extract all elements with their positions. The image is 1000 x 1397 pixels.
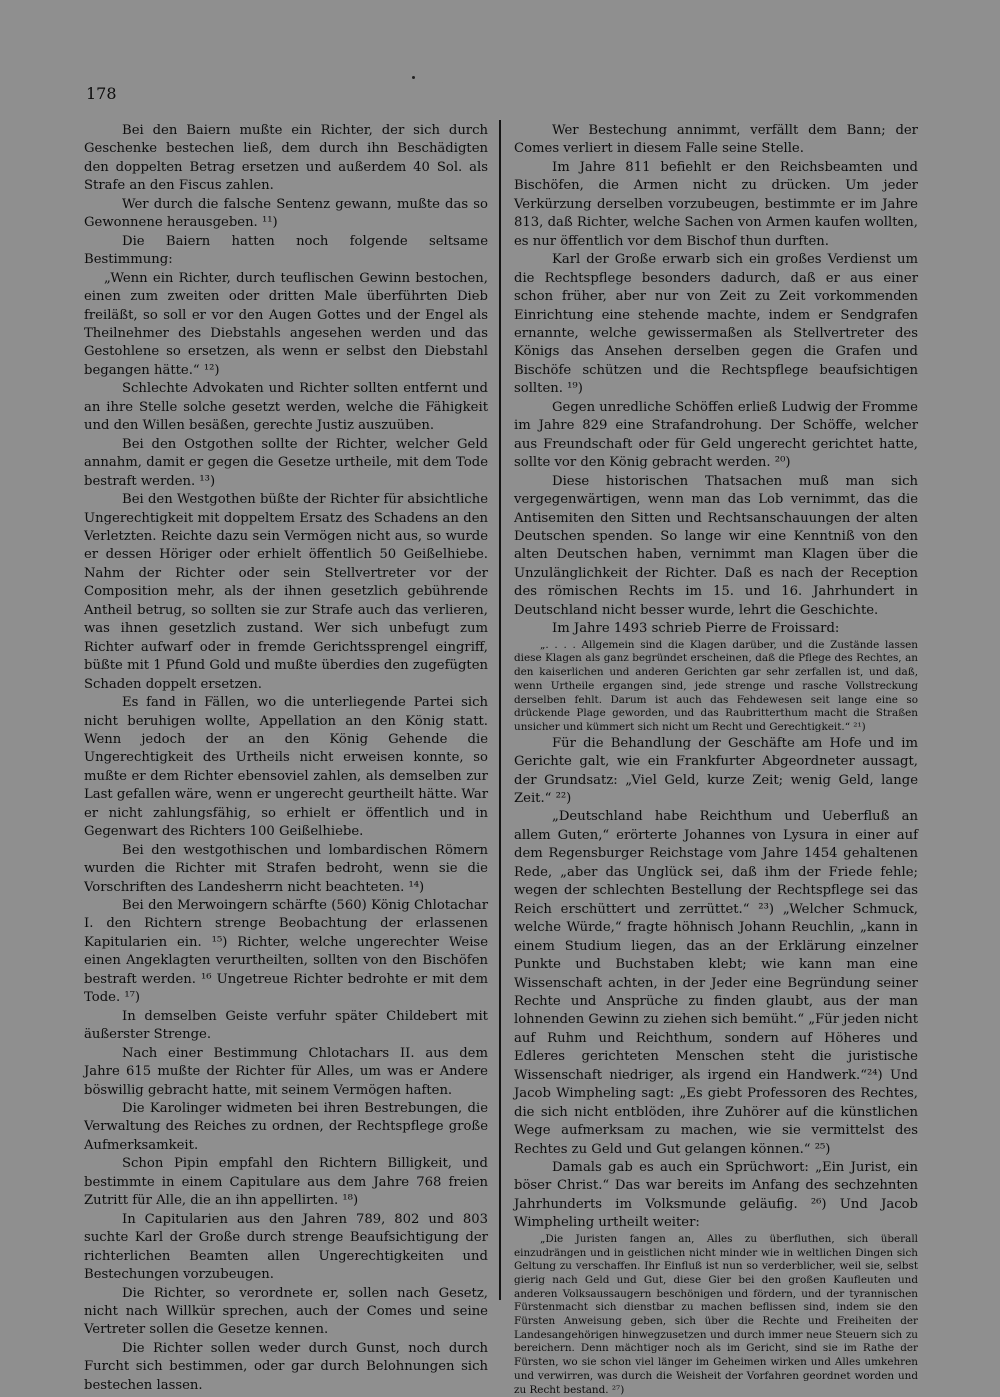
- paragraph: In Capitularien aus den Jahren 789, 802 und 803 suchte Karl der Große durch strenge Beaufsichtigung der richterlichen Beamten allen Ungerechtigkeiten und Bestechungen vorzubeugen.: [84, 1211, 488, 1283]
- paragraph: „Deutschland habe Reichthum und Ueberfluß an allem Guten,“ erörterte Johannes von Lysura in einer auf dem Regensburger Reichstage vom Jahre 1454 gehaltenen Rede, „aber das Unglück sei, daß ihm der Friede fehle; wegen der schlechten Bestellung der Rechtspflege sei das Reich erschüttert und zerrüttet.“ ²³) „Welcher Schmuck, welche Würde,“ fragte höhnisch Johann Reuchlin, „kann in einem Studium liegen, das an der Erklärung einzelner Punkte und Buchstaben klebt; wie kann man eine Wissenschaft achten, in der Jeder eine Begründung seiner Rechte und Ansprüche zu finden glaubt, aus der man lohnenden Gewinn zu ziehen sich bemüht.“ „Für jeden nicht auf Ruhm und Reichthum, sondern auf Höheres und Edleres gerichteten Menschen steht die juristische Wissenschaft niedriger, als irgend ein Handwerk.“²⁴) Und Jacob Wimpheling sagt: „Es giebt Professoren des Rechtes, die sich nicht entblöden, ihre Zuhörer auf die künstlichen Wege aufmerksam zu machen, wie sie vermittelst des Rechtes zu Geld und Gut gelangen können.“ ²⁵): [514, 809, 918, 1157]
- paragraph: Bei den westgothischen und lombardischen Römern wurden die Richter mit Strafen bedroht, wenn sie die Vorschriften des Landesherrn nicht beachteten. ¹⁴): [84, 842, 488, 895]
- paragraph: Die Karolinger widmeten bei ihren Bestrebungen, die Verwaltung des Reiches zu ordnen, der Rechtspflege große Aufmerksamkeit.: [84, 1101, 488, 1153]
- block-quotation: „. . . . Allgemein sind die Klagen darüber, und die Zustände lassen diese Klagen als ganz begründet erscheinen, daß die Pflege des Rechtes, an den kaiserlichen und anderen Gerichten gar sehr zerfallen ist, und daß, wenn Urtheile ergangen sind, jede strenge und rasche Vollstreckung derselben fehlt. Darum ist auch das Fehdewesen seit lange eine so drückende Plage geworden, und das Raubritterthum macht die Straßen unsicher und kümmert sich nicht um Recht und Gerechtigkeit.“ ²¹): [514, 638, 918, 733]
- paragraph: Im Jahre 1493 schrieb Pierre de Froissard:: [552, 621, 840, 637]
- paragraph: Es fand in Fällen, wo die unterliegende Partei sich nicht beruhigen wollte, Appellation an den König statt. Wenn jedoch der an den König Gehende die Ungerechtigkeit des Urtheils nicht erweisen konnte, so mußte er dem Richter ebensoviel zahlen, als demselben zur Last gefallen wäre, wenn er ungerecht geurtheilt hätte. War er nicht zahlungsfähig, so erhielt er öffentlich und in Gegenwart des Richters 100 Geißelhiebe.: [84, 695, 489, 840]
- quotation: „Wenn ein Richter, durch teuflischen Gewinn bestochen, einen zum zweiten oder dritten Male überführten Dieb freiläßt, so soll er vor den Augen Gottes und der Engel als Theilnehmer des Diebstahls angesehen werden und das Gestohlene so ersetzen, als wenn er selbst den Diebstahl begangen hätte.“ ¹²): [84, 270, 488, 378]
- paragraph: Wer Bestechung annimmt, verfällt dem Bann; der Comes verliert in diesem Falle seine Stelle.: [514, 123, 918, 157]
- paragraph: Gegen unredliche Schöffen erließ Ludwig der Fromme im Jahre 829 eine Strafandrohung. Der Schöffe, welcher aus Freundschaft oder für Geld ungerecht gerichtet hatte, sollte vor den König gebracht werden. ²⁰): [514, 399, 918, 471]
- block-quotation: „Die Juristen fangen an, Alles zu überfluthen, sich überall einzudrängen und in geistlichen nicht minder wie in weltlichen Dingen sich Geltung zu verschaffen. Ihr Einfluß ist nun so verderblicher, weil sie, selbst gierig nach Geld und Gut, diese Gier bei den großen Kaufleuten und anderen Volksaussaugern beschönigen und fördern, und der tyrannischen Fürstenmacht sich dienstbar zu machen beflissen sind, indem sie den Fürsten Anweisung geben, sich über die Rechte und Freiheiten der Landesangehörigen hinwegzusetzen und durch immer neue Steuern sich zu bereichern. Denn mächtiger noch als im Gericht, sind sie im Rathe der Fürsten, wo sie schon viel länger im Geheimen wirken und Alles umkehren und verwirren, was durch die Weisheit der Vorfahren geordnet worden und zu Recht bestand. ²⁷): [514, 1232, 918, 1396]
- paragraph: In demselben Geiste verfuhr später Childebert mit äußerster Strenge.: [84, 1008, 488, 1043]
- paragraph: Im Jahre 811 befiehlt er den Reichsbeamten und Bischöfen, die Armen nicht zu drücken. Um jeder Verkürzung derselben vorzubeugen, bestimmte er im Jahre 813, daß Richter, welche Sachen von Armen kaufen wollten, es nur öffentlich vor dem Bischof thun durften.: [514, 159, 918, 249]
- left-column: [84, 122, 488, 1395]
- column-divider: [499, 120, 501, 1300]
- paragraph: Wer durch die falsche Sentenz gewann, mußte das so Gewonnene herausgeben. ¹¹): [84, 196, 488, 231]
- right-column: [514, 122, 918, 1397]
- paragraph: Bei den Ostgothen sollte der Richter, welcher Geld annahm, damit er gegen die Gesetze urtheile, mit dem Tode bestraft werden. ¹³): [84, 436, 488, 489]
- paragraph: Schon Pipin empfahl den Richtern Billigkeit, und bestimmte in einem Capitulare aus dem Jahre 768 freien Zutritt für Alle, die an ihn appellirten. ¹⁸): [84, 1156, 488, 1209]
- print-speck: [412, 76, 415, 79]
- paragraph: Bei den Merwoingern schärfte (560) König Chlotachar I. den Richtern strenge Beobachtung der erlassenen Kapitularien ein. ¹⁵) Richter, welche ungerechter Weise einen Angeklagten verurtheilten, sollten von den Bischöfen bestraft werden. ¹⁶ Ungetreue Richter bedrohte er mit dem Tode. ¹⁷): [84, 898, 488, 1006]
- paragraph: Karl der Große erwarb sich ein großes Verdienst um die Rechtspflege besonders dadurch, daß er aus einer schon früher, aber nur von Zeit zu Zeit vorkommenden Einrichtung eine stehende machte, indem er Sendgrafen ernannte, welche gewissermaßen als Stellvertreter des Königs das Ansehen derselben gegen die Grafen und Bischöfe schützen und die Rechtspflege beaufsichtigen sollten. ¹⁹): [514, 252, 918, 397]
- paragraph: Für die Behandlung der Geschäfte am Hofe und im Gerichte galt, wie ein Frankfurter Abgeordneter aussagt, der Grundsatz: „Viel Geld, kurze Zeit; wenig Geld, lange Zeit.“ ²²): [514, 735, 918, 806]
- paragraph: Nach einer Bestimmung Chlotachars II. aus dem Jahre 615 mußte der Richter für Alles, um was er Andere böswillig gebracht hatte, mit seinem Vermögen haften.: [84, 1045, 488, 1098]
- paragraph: Schlechte Advokaten und Richter sollten entfernt und an ihre Stelle solche gesetzt werden, welche die Fähigkeit und den Willen besäßen, gerechte Justiz auszuüben.: [84, 381, 488, 434]
- paragraph: Die Richter, so verordnete er, sollen nach Gesetz, nicht nach Willkür sprechen, auch der Comes und seine Vertreter sollen die Gesetze kennen.: [84, 1285, 488, 1338]
- paragraph: Bei den Westgothen büßte der Richter für absichtliche Ungerechtigkeit mit doppeltem Ersatz des Schadens an den Verletzten. Reichte dazu sein Vermögen nicht aus, so wurde er dessen Höriger oder erhielt öffentlich 50 Geißelhiebe. Nahm der Richter oder sein Stellvertreter vor der Composition mehr, als der ihnen gesetzlich gebührende Antheil betrug, so sollten sie zur Strafe auch das verlieren, was ihnen gesetzlich zustand. Wer sich unbefugt zum Richter aufwarf oder in fremde Gerichtssprengel eingriff, büßte mit 1 Pfund Gold und mußte überdies den zugefügten Schaden doppelt ersetzen.: [84, 492, 488, 692]
- page-number: 178: [86, 84, 117, 103]
- paragraph: Bei den Baiern mußte ein Richter, der sich durch Geschenke bestechen ließ, dem durch ihn Beschädigten den doppelten Betrag ersetzen und außerdem 40 Sol. als Strafe an den Fiscus zahlen.: [84, 123, 488, 194]
- paragraph: Die Richter sollen weder durch Gunst, noch durch Furcht sich bestimmen, oder gar durch Belohnungen sich bestechen lassen.: [84, 1340, 488, 1393]
- paragraph: Die Baiern hatten noch folgende seltsame Bestimmung:: [84, 233, 488, 268]
- paragraph: Damals gab es auch ein Sprüchwort: „Ein Jurist, ein böser Christ.“ Das war bereits im Anfang des sechzehnten Jahrhunderts im Volksmunde geläufig. ²⁶) Und Jacob Wimpheling urtheilt weiter:: [514, 1160, 918, 1231]
- paragraph: Diese historischen Thatsachen muß man sich vergegenwärtigen, wenn man das Lob vernimmt, das die Antisemiten den Sitten und Rechtsanschauungen der alten Deutschen spenden. So lange wir eine Kenntniß von den alten Deutschen haben, vernimmt man Klagen über die Unzulänglichkeit der Richter. Daß es nach der Reception des römischen Rechts im 15. und 16. Jahrhundert in Deutschland nicht besser wurde, lehrt die Geschichte.: [514, 473, 918, 618]
